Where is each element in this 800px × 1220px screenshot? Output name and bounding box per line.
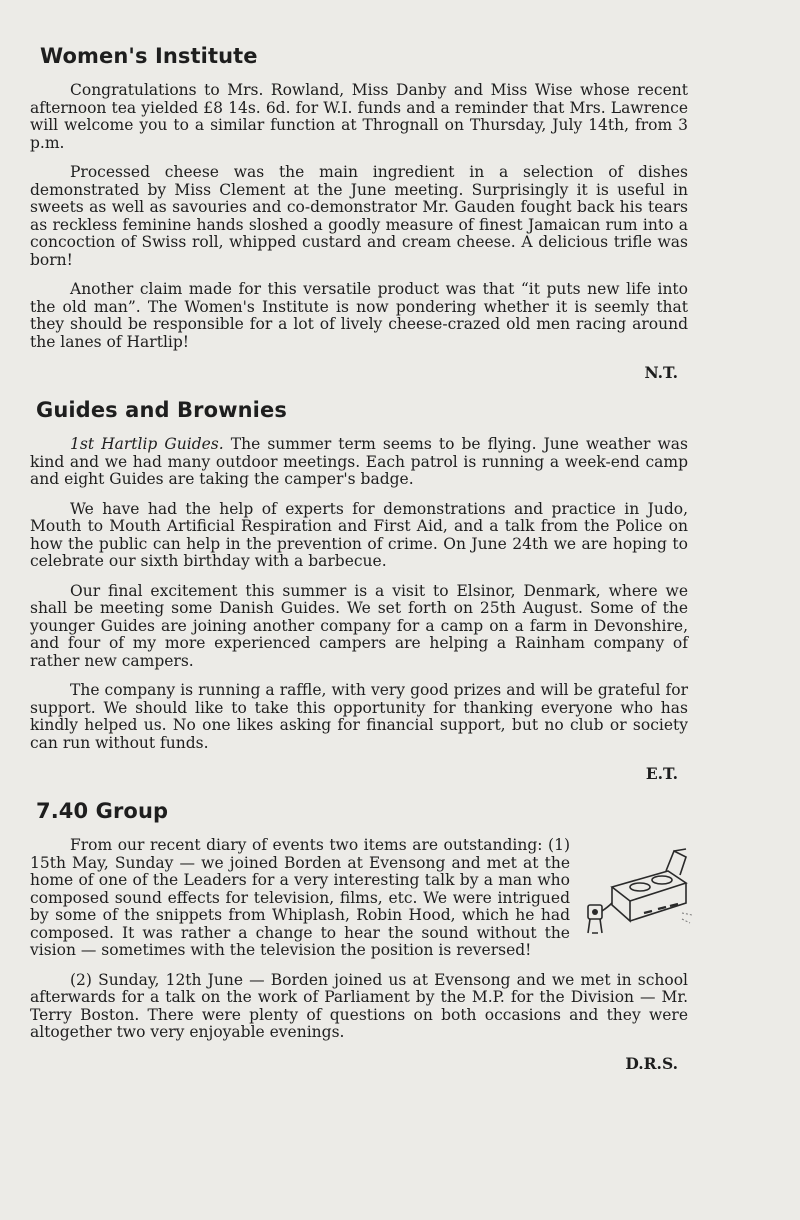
- lead-italic: 1st Hartlip Guides.: [70, 435, 224, 453]
- section-heading: Women's Institute: [40, 44, 258, 68]
- paragraph: Another claim made for this versatile product was that “it puts new life into the old man”. The Women's Institute is now pondering whether it is seemly that they should be responsible for a lot of lively cheese-crazed old men racing around the lanes of Hartlip!: [30, 280, 688, 351]
- section-heading: 7.40 Group: [36, 799, 169, 823]
- section-heading: Guides and Brownies: [36, 398, 287, 422]
- signature: D.R.S.: [625, 1053, 678, 1073]
- paragraph: Our final excitement this summer is a visit to Elsinor, Denmark, where we shall be meeting some Danish Guides. We set forth on 25th August. Some of the younger Guides are joining another company for a camp on a farm in Devonshire, and four of my more experienced campers are helping a Rainham company of rather new campers.: [30, 581, 688, 670]
- signature: N.T.: [644, 363, 678, 382]
- paragraph: (2) Sunday, 12th June — Borden joined us at Evensong and we met in school afterwards for a talk on the work of Parliament by the M.P. for the Division — Mr. Terry Boston. There were plenty of questions on both occasions and they were altogether two very enjoyable evenings.: [30, 970, 688, 1041]
- paragraph-text: The summer term seems to be flying. June weather was kind and we had many outdoor meetings. Each patrol is running a week-end camp and eight Guides are taking the camper's badge.: [30, 435, 688, 488]
- paragraph: Congratulations to Mrs. Rowland, Miss Danby and Miss Wise whose recent afternoon tea yielded £8 14s. 6d. for W.I. funds and a reminder that Mrs. Lawrence will welcome you to a similar function at Thrognall on Thursday, July 14th, from 3 p.m.: [30, 81, 688, 152]
- paragraph: From our recent diary of events two items are outstanding: (1) 15th May, Sunday — we joined Borden at Evensong and met at the home of one of the Leaders for a very interesting talk by a man who composed sound effects for television, films, etc. We were intrigued by some of the snippets from Whiplash, Robin Hood, which he had composed. It was rather a change to hear the sound without the vision — sometimes with the television the position is reversed!: [30, 836, 570, 959]
- tape-recorder-icon: [582, 843, 694, 943]
- paragraph: [30, 436, 688, 489]
- paragraph: We have had the help of experts for demonstrations and practice in Judo, Mouth to Mouth Artificial Respiration and First Aid, and a talk from the Police on how the public can help in the prevention of crime. On June 24th we are hoping to celebrate our sixth birthday with a barbecue.: [30, 499, 688, 570]
- paragraph: The company is running a raffle, with very good prizes and will be grateful for support. We should like to take this opportunity for thanking everyone who has kindly helped us. No one likes asking for financial support, but no club or society can run without funds.: [30, 681, 688, 752]
- womens-institute-section: [30, 44, 688, 382]
- guides-brownies-section: [30, 398, 688, 783]
- group-740-section: [30, 799, 688, 1073]
- paragraph: Processed cheese was the main ingredient in a selection of dishes demonstrated by Miss Clement at the June meeting. Surprisingly it is useful in sweets as well as savouries and co-demonstrator Mr. Gauden fought back his tears as reckless feminine hands sloshed a goodly measure of finest Jamaican rum into a concoction of Swiss roll, whipped custard and cream cheese. A delicious trifle was born!: [30, 163, 688, 269]
- signature: E.T.: [645, 764, 678, 783]
